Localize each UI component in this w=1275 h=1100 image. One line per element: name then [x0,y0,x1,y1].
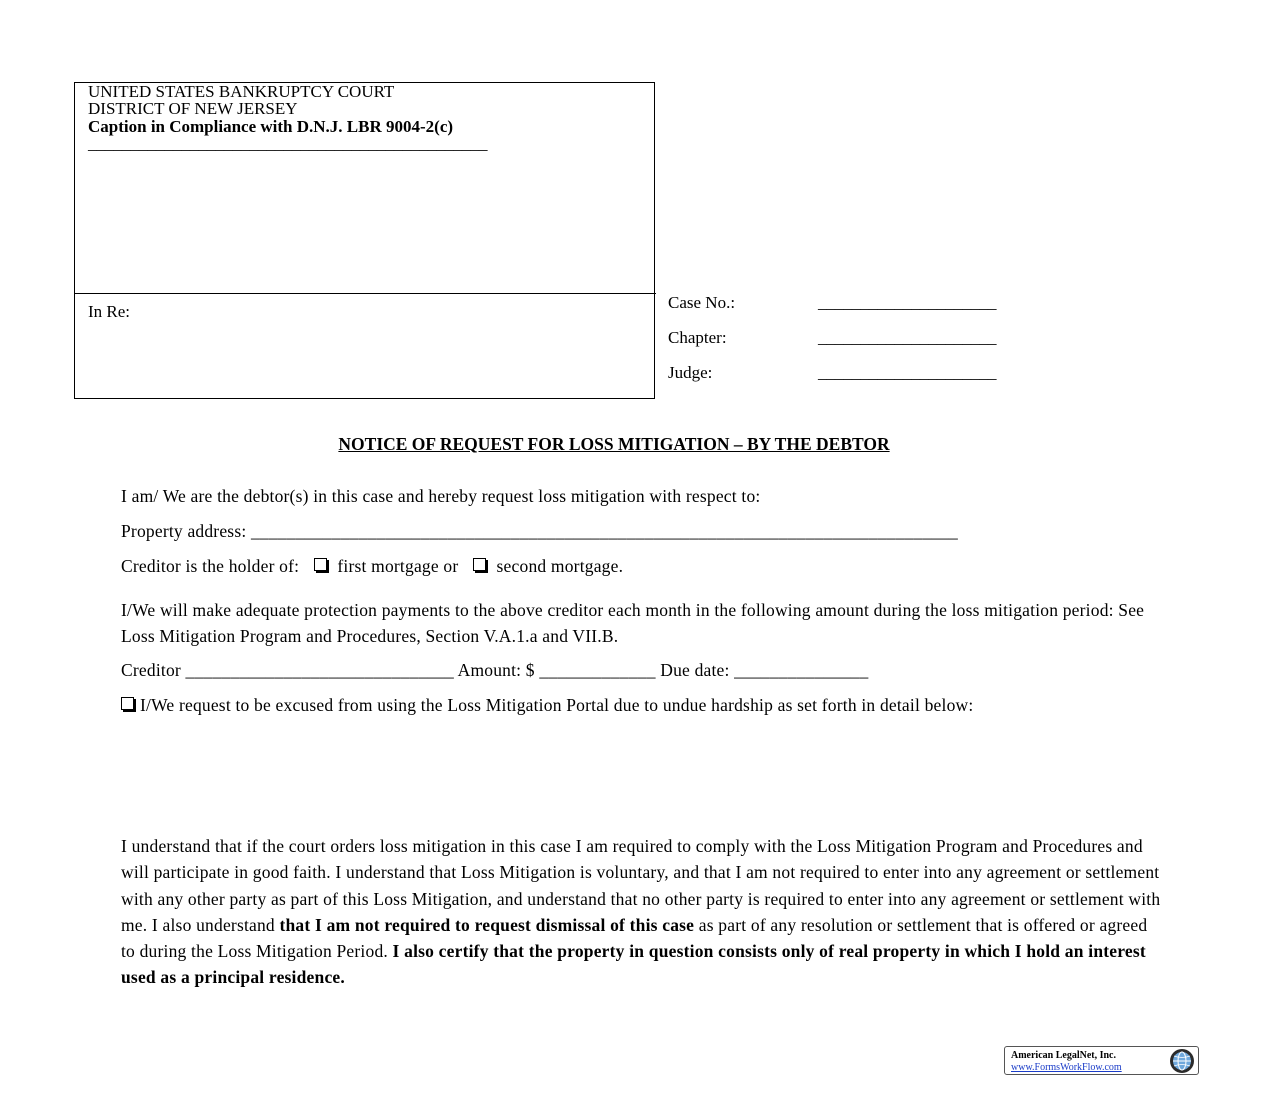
caption-rule-line: _______________________________________________ [88,134,488,153]
excuse-paragraph [121,692,1161,718]
property-address-field[interactable]: Property address: _______________________________________________________________________________ [121,521,959,541]
payments-paragraph: I/We will make adequate protection payments to the above creditor each month in the following amount during the loss mitigation period: See Loss Mitigation Program and Procedures, Section V.A.1.a and VII.B. [121,600,1145,647]
intro-line: I am/ We are the debtor(s) in this case and hereby request loss mitigation with respect to: [121,486,761,506]
creditor-holder-label: Creditor is the holder of: [121,556,300,576]
chapter-label: Chapter: [668,328,727,347]
globe-icon [1169,1048,1195,1074]
judge-label: Judge: [668,363,713,382]
portal-excuse-checkbox[interactable] [121,697,134,710]
court-name: UNITED STATES BANKRUPTCY COURT [88,82,395,101]
in-re-label: In Re: [88,302,131,321]
case-no-field[interactable]: _____________________ [818,293,997,312]
logo-company-name: American LegalNet, Inc. [1011,1050,1116,1061]
no-dismissal-statement: that I am not required to request dismissal of this case [279,914,695,935]
creditor-holder-line [121,556,623,577]
logo-url-link[interactable]: www.FormsWorkFlow.com [1011,1062,1122,1073]
creditor-amount-due-line[interactable]: Creditor ______________________________ Amount: $ _____________ Due date: _______________ [121,660,869,680]
forms-workflow-logo[interactable] [1004,1046,1199,1075]
first-mortgage-checkbox[interactable] [314,558,327,571]
document-title: NOTICE OF REQUEST FOR LOSS MITIGATION – BY THE DEBTOR [338,434,890,454]
chapter-field[interactable]: _____________________ [818,328,997,347]
case-no-label: Case No.: [668,293,736,312]
second-mortgage-label: second mortgage. [496,556,624,576]
residence-certification: I also certify that the property in question consists only of real property in which I hold an interest used as a principal residence. [121,941,1146,988]
caption-compliance: Caption in Compliance with D.N.J. LBR 9004-2(c) [88,117,454,136]
judge-field[interactable]: _____________________ [818,363,997,382]
first-mortgage-label: first mortgage or [337,556,459,576]
excuse-text: I/We request to be excused from using the Loss Mitigation Portal due to undue hardship as set forth in detail below: [140,695,974,715]
district-name: DISTRICT OF NEW JERSEY [88,99,298,118]
caption-divider [74,293,656,294]
understanding-paragraph: I understand that if the court orders loss mitigation in this case I am required to comply with the Loss Mitigation Program and Procedures and will participate in good faith. I understand that Loss Mitigation is voluntary, and that I am not required to enter into any agreement or settlement with any other party as part of this Loss Mitigation, and understand that no other party is required to enter into any agreement or settlement with me. I also understand that I am not required to request dismissal of this case as part of any resolution or settlement that is offered or agreed to during the Loss Mitigation Period. I also certify that the property in question consists only of real property in which I hold an interest used as a principal residence. [121,836,1161,988]
second-mortgage-checkbox[interactable] [473,558,486,571]
